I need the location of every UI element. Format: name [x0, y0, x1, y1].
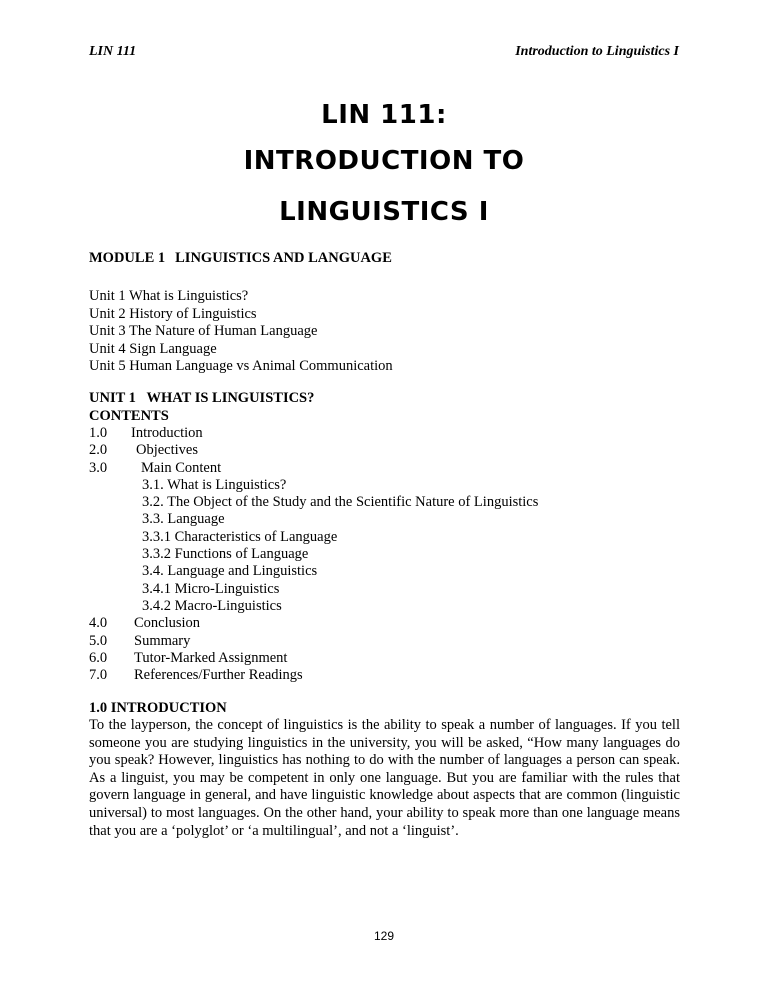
unit-list-item: Unit 2 History of Linguistics — [89, 305, 257, 322]
title-line-3: LINGUISTICS I — [279, 197, 489, 227]
unit-list-item: Unit 5 Human Language vs Animal Communication — [89, 358, 393, 374]
introduction-heading: 1.0 INTRODUCTION — [89, 700, 227, 716]
toc-item-text: Objectives — [136, 442, 199, 459]
title-line-1: LIN 111: — [321, 100, 447, 130]
unit-list-item: Unit 3 The Nature of Human Language — [89, 323, 318, 339]
toc-item-number: 6.0 — [89, 649, 108, 666]
toc-item-number: 5.0 — [89, 632, 108, 649]
toc-item — [89, 442, 538, 459]
unit-list — [89, 288, 393, 376]
toc-item-number: 7.0 — [89, 667, 108, 684]
module-number: MODULE 1 — [89, 250, 166, 266]
running-header-course-code: LIN 111 — [89, 44, 137, 59]
toc-subitem: 3.4.2 Macro-Linguistics — [142, 597, 282, 614]
toc-item — [89, 425, 538, 442]
toc-item — [89, 615, 538, 632]
toc-item-number: 1.0 — [89, 425, 108, 441]
toc-item — [89, 667, 538, 684]
title-line-2: INTRODUCTION TO — [243, 146, 525, 176]
toc-subitem: 3.3.2 Functions of Language — [142, 546, 309, 563]
toc-item-number: 3.0 — [89, 459, 108, 476]
toc-item-text: Tutor-Marked Assignment — [134, 649, 288, 666]
toc-item — [89, 460, 538, 477]
toc-item-text: Introduction — [131, 425, 203, 441]
unit-list-item: Unit 1 What is Linguistics? — [89, 288, 249, 304]
toc-subitem: 3.4.1 Micro-Linguistics — [142, 580, 280, 597]
toc-item-text: Summary — [134, 632, 191, 649]
toc-item — [89, 633, 538, 650]
unit-list-item: Unit 4 Sign Language — [89, 340, 217, 357]
toc-subitem: 3.1. What is Linguistics? — [142, 476, 287, 493]
toc-subitem: 3.3. Language — [142, 511, 225, 528]
introduction-paragraph: To the layperson, the concept of linguistics is the ability to speak a number of languages. If you tell someone you are studying linguistics in the university, you will be asked, “How many languages do you speak? However, linguistics has nothing to do with the number of languages a person can speak. As a linguist, you may be competent in only one language. But you are familiar with the rules that govern language in general, and have linguistic knowledge about aspects that are common (linguistic universal) to most languages. On the other hand, your ability to speak more than one language means that you are a ‘polyglot’ or ‘a multilingual’, and not a ‘linguist’. — [89, 717, 680, 839]
toc-item-text: Conclusion — [134, 615, 201, 632]
unit-1-heading: UNIT 1 WHAT IS LINGUISTICS? — [89, 390, 315, 406]
toc-subitem: 3.2. The Object of the Study and the Scientific Nature of Linguistics — [142, 494, 539, 511]
toc-subitem: 3.3.1 Characteristics of Language — [142, 528, 338, 545]
toc-item-text: References/Further Readings — [134, 667, 303, 684]
toc-item — [89, 650, 538, 667]
table-of-contents — [89, 425, 538, 684]
unit-1-heading-block — [89, 390, 314, 425]
running-header-course-title: Introduction to Linguistics I — [515, 44, 679, 59]
page-number: 129 — [373, 929, 395, 943]
module-heading — [89, 250, 392, 267]
toc-item-text: Main Content — [141, 459, 222, 476]
toc-item-number: 4.0 — [89, 615, 108, 632]
module-title: LINGUISTICS AND LANGUAGE — [175, 250, 392, 266]
toc-subitem: 3.4. Language and Linguistics — [142, 563, 318, 580]
contents-label: CONTENTS — [89, 407, 169, 424]
toc-item-number: 2.0 — [89, 442, 108, 459]
